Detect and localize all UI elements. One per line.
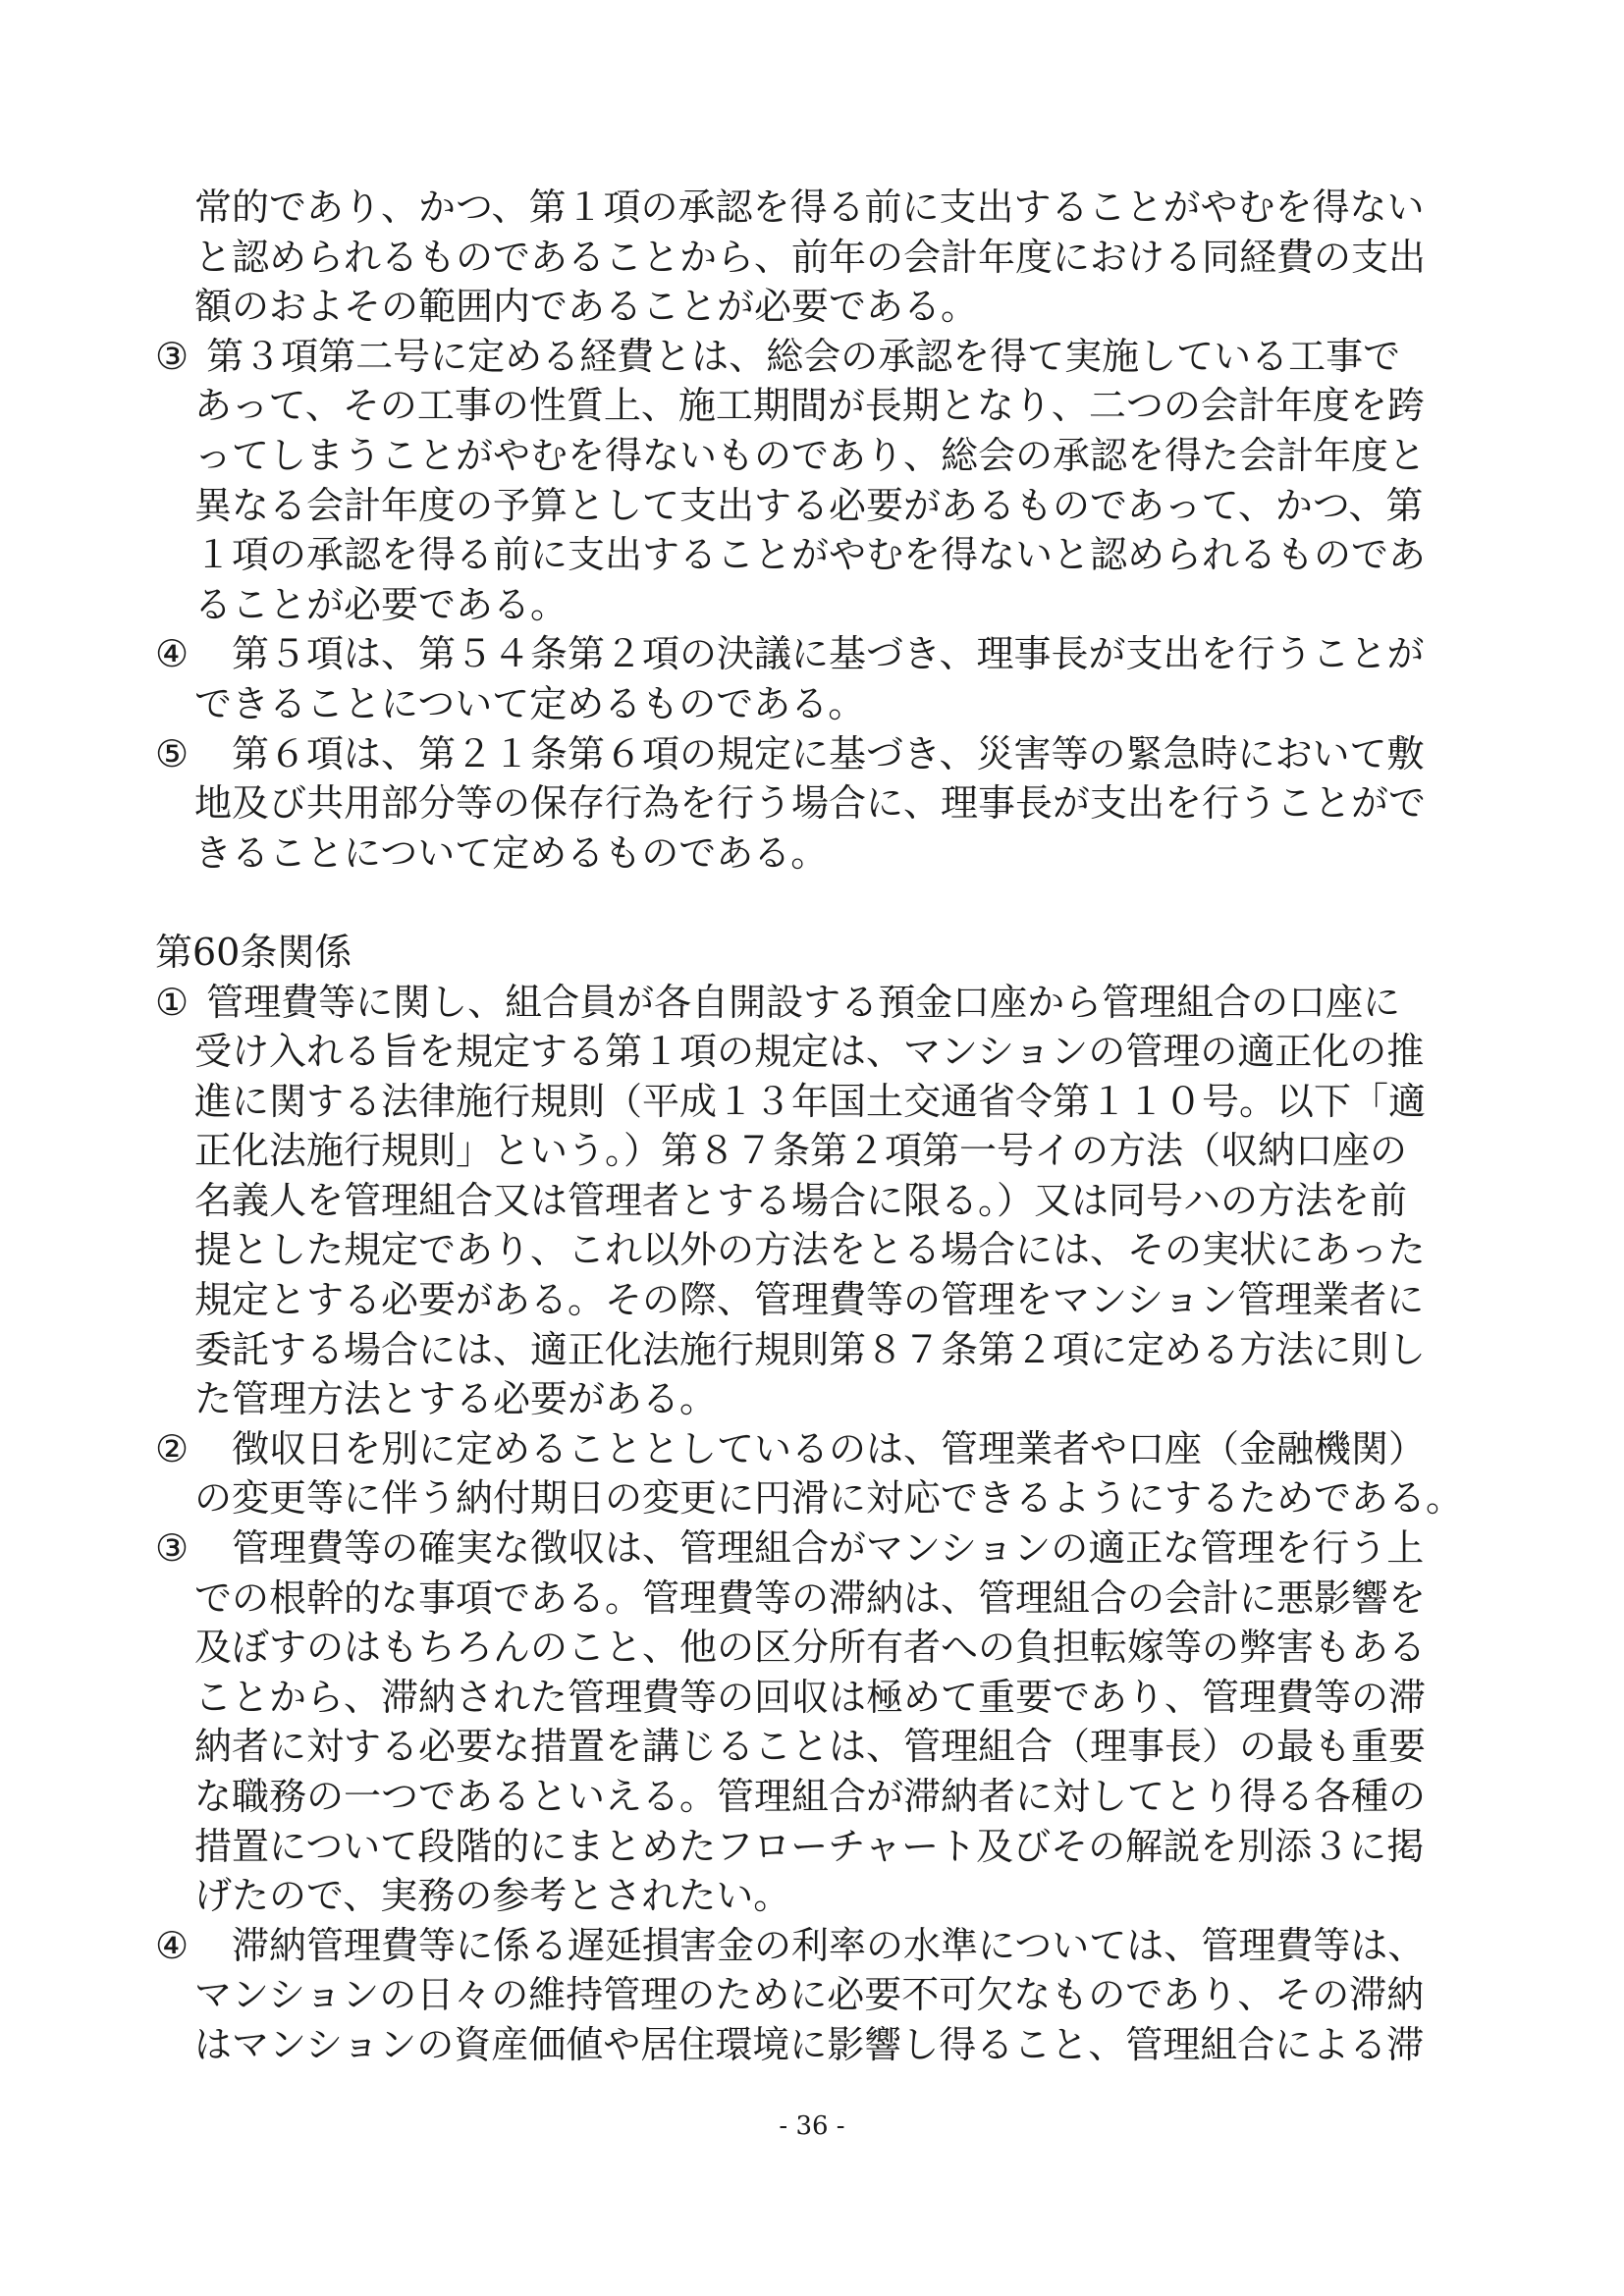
text-line: げたので、実務の参考とされたい。 xyxy=(194,1874,791,1918)
list-item xyxy=(155,1523,1476,1921)
text-line: 異なる会計年度の予算として支出する必要があるものであって、かつ、第 xyxy=(194,483,1424,527)
text-line: 第６項は、第２１条第６項の規定に基づき、災害等の緊急時において敷 xyxy=(194,731,1425,775)
text-line: 受け入れる旨を規定する第１項の規定は、マンションの管理の適正化の推 xyxy=(194,1030,1425,1074)
text-line: 地及び共用部分等の保存行為を行う場合に、理事長が支出を行うことがで xyxy=(194,781,1427,826)
list-item xyxy=(155,729,1476,879)
list-item xyxy=(155,978,1476,1424)
blank-line xyxy=(155,878,1476,928)
item-number: ⑤ xyxy=(155,731,189,775)
text-line: はマンションの資産価値や居住環境に影響し得ること、管理組合による滞 xyxy=(194,2022,1425,2066)
item-number: ① xyxy=(155,980,189,1024)
text-line: 委託する場合には、適正化法施行規則第８７条第２項に定める方法に則し xyxy=(194,1327,1427,1371)
item-number: ③ xyxy=(155,334,189,378)
text-line: 額のおよその範囲内であることが必要である。 xyxy=(194,285,979,329)
text-line: できることについて定めるものである。 xyxy=(194,681,866,725)
text-line: きることについて定めるものである。 xyxy=(194,830,829,875)
list-item xyxy=(155,1424,1476,1523)
text-line: ことから、滞納された管理費等の回収は極めて重要であり、管理費等の滞 xyxy=(194,1675,1427,1719)
list-item xyxy=(155,1921,1476,2070)
text-line: 進に関する法律施行規則（平成１３年国土交通省令第１１０号。以下「適 xyxy=(194,1079,1427,1123)
text-line: な職務の一つであるといえる。管理組合が滞納者に対してとり得る各種の xyxy=(194,1775,1427,1818)
text-line: ってしまうことがやむを得ないものであり、総会の承認を得た会計年度と xyxy=(194,433,1427,477)
item-number: ④ xyxy=(155,632,189,676)
text-line: 滞納管理費等に係る遅延損害金の利率の水準については、管理費等は、 xyxy=(194,1923,1426,1967)
text-line: の変更等に伴う納付期日の変更に円滑に対応できるようにするためである。 xyxy=(194,1476,1464,1521)
text-line: 提とした規定であり、これ以外の方法をとる場合には、その実状にあった xyxy=(194,1228,1426,1272)
text-line: 第５項は、第５４条第２項の決議に基づき、理事長が支出を行うことが xyxy=(194,632,1425,676)
item-number: ④ xyxy=(155,1923,189,1967)
text-line: マンションの日々の維持管理のために必要不可欠なものであり、その滞納 xyxy=(194,1973,1425,2017)
item-number: ② xyxy=(155,1426,189,1470)
text-line: ることが必要である。 xyxy=(194,582,568,626)
text-line: 規定とする必要がある。その際、管理費等の管理をマンション管理業者に xyxy=(194,1278,1425,1322)
text-line: あって、その工事の性質上、施工期間が長期となり、二つの会計年度を跨 xyxy=(194,384,1425,428)
section-heading: 第60条関係 xyxy=(155,930,352,974)
text-line: 正化法施行規則」という。）第８７条第２項第一号イの方法（収納口座の xyxy=(194,1129,1408,1173)
page-body xyxy=(155,183,1476,2070)
text-line: 名義人を管理組合又は管理者とする場合に限る。）又は同号ハの方法を前 xyxy=(194,1178,1408,1222)
page-number: - 36 - xyxy=(779,2111,845,2141)
text-line: 第３項第二号に定める経費とは、総会の承認を得て実施している工事で xyxy=(194,334,1401,378)
continuation-paragraph xyxy=(155,183,1476,332)
text-line: 管理費等に関し、組合員が各自開設する預金口座から管理組合の口座に xyxy=(194,980,1401,1024)
text-line: た管理方法とする必要がある。 xyxy=(194,1377,718,1421)
list-item xyxy=(155,332,1476,630)
text-line: 措置について段階的にまとめたフローチャート及びその解説を別添３に掲 xyxy=(194,1824,1425,1868)
text-line: での根幹的な事項である。管理費等の滞納は、管理組合の会計に悪影響を xyxy=(194,1575,1427,1620)
item-number: ③ xyxy=(155,1526,189,1571)
text-line: １項の承認を得る前に支出することがやむを得ないと認められるものであ xyxy=(194,533,1427,577)
text-line: 常的であり、かつ、第１項の承認を得る前に支出することがやむを得ない xyxy=(194,186,1425,229)
text-line: 管理費等の確実な徴収は、管理組合がマンションの適正な管理を行う上 xyxy=(194,1526,1425,1571)
text-line: 及ぼすのはもちろんのこと、他の区分所有者への負担転嫁等の弊害もある xyxy=(194,1626,1427,1670)
text-line: と認められるものであることから、前年の会計年度における同経費の支出 xyxy=(194,235,1427,279)
text-line: 徴収日を別に定めることとしているのは、管理業者や口座（金融機関） xyxy=(194,1426,1427,1470)
list-item xyxy=(155,629,1476,728)
text-line: 納者に対する必要な措置を講じることは、管理組合（理事長）の最も重要 xyxy=(194,1725,1427,1769)
